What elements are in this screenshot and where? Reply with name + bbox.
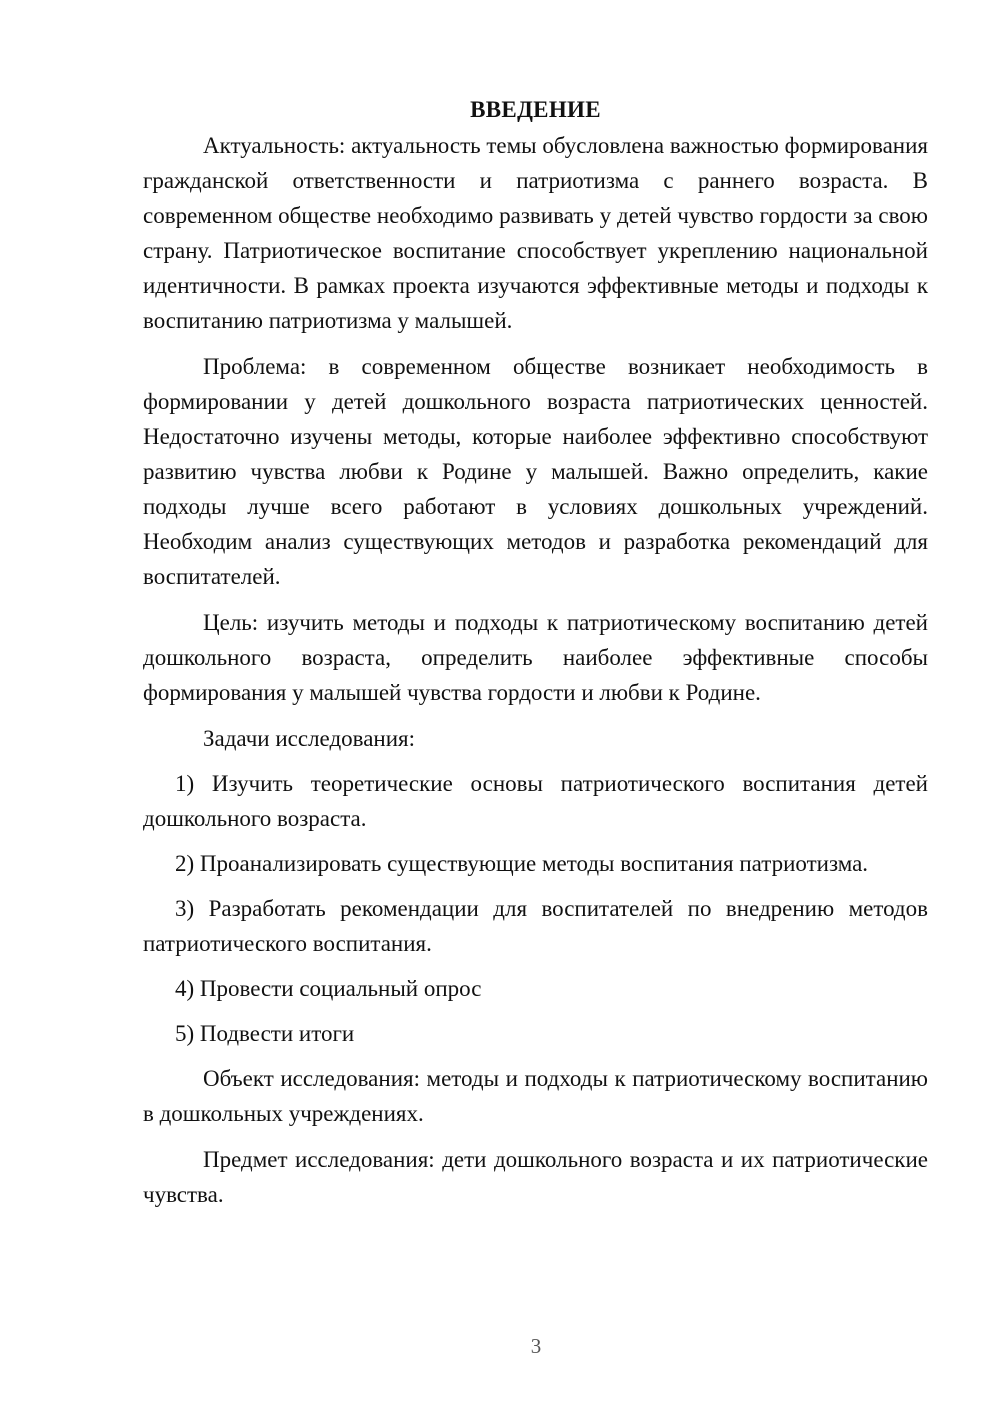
task-item: 5) Подвести итоги: [175, 1021, 355, 1046]
task-item: 2) Проанализировать существующие методы воспитания патриотизма.: [175, 851, 869, 876]
task-item: 4) Провести социальный опрос: [175, 976, 482, 1001]
tasks-list: [143, 766, 928, 1051]
paragraph-object: Объект исследования: методы и подходы к патриотическому воспитанию в дошкольных учреждениях.: [143, 1066, 928, 1126]
section-title: ВВЕДЕНИЕ: [470, 97, 601, 122]
paragraph-problem: Проблема: в современном обществе возникает необходимость в формировании у детей дошкольного возраста патриотических ценностей. Недостаточно изучены методы, которые наиболее эффективно способствуют развитию чувства любви к Родине у малышей. Важно определить, какие подходы лучше всего работают в условиях дошкольных учреждений. Необходим анализ существующих методов и разработка рекомендаций для воспитателей.: [143, 354, 928, 589]
task-item: 3) Разработать рекомендации для воспитателей по внедрению методов патриотического воспитания.: [143, 896, 928, 956]
task-item: 1) Изучить теоретические основы патриотического воспитания детей дошкольного возраста.: [143, 771, 928, 831]
paragraph-goal: Цель: изучить методы и подходы к патриотическому воспитанию детей дошкольного возраста, определить наиболее эффективные способы формирования у малышей чувства гордости и любви к Родине.: [143, 610, 928, 705]
paragraph-subject: Предмет исследования: дети дошкольного возраста и их патриотические чувства.: [143, 1147, 928, 1207]
page-number: 3: [530, 1334, 542, 1358]
paragraph-relevance: Актуальность: актуальность темы обусловлена важностью формирования гражданской ответственности и патриотизма с раннего возраста. В современном обществе необходимо развивать у детей чувство гордости за свою страну. Патриотическое воспитание способствует укреплению национальной идентичности. В рамках проекта изучаются эффективные методы и подходы к воспитанию патриотизма у малышей.: [143, 133, 928, 333]
document-page: [143, 92, 928, 1223]
tasks-heading: Задачи исследования:: [203, 726, 416, 751]
